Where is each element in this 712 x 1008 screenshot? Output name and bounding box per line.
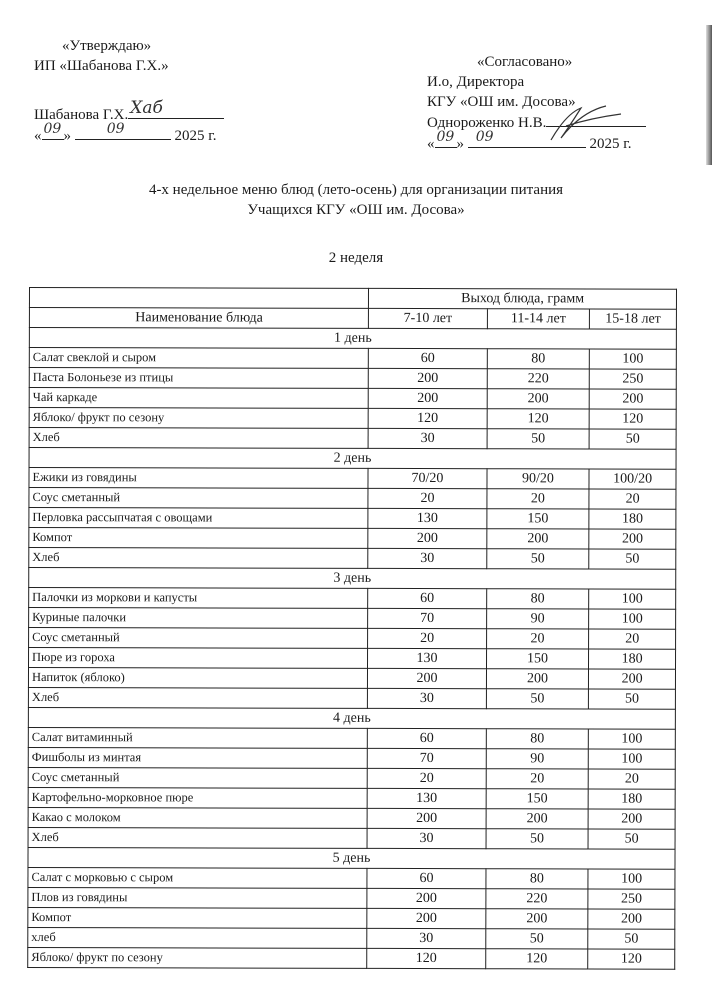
day-row [29, 568, 676, 590]
yield-7-10: 200 [367, 808, 485, 828]
yield-15-18: 250 [590, 369, 677, 389]
yield-7-10: 70 [368, 748, 486, 768]
yield-7-10: 200 [367, 908, 485, 928]
agreement-signature-line [546, 112, 646, 127]
yield-11-14: 80 [486, 589, 589, 609]
yield-7-10: 20 [367, 768, 485, 788]
dish-name: Салат с морковью с сыром [28, 867, 367, 888]
header-empty-cell [29, 288, 368, 309]
dish-name: Яблоко/ фрукт по сезону [29, 408, 368, 429]
yield-7-10: 70 [368, 608, 486, 628]
yield-7-10: 60 [368, 588, 486, 608]
yield-7-10: 70/20 [368, 468, 486, 488]
yield-11-14: 150 [486, 649, 589, 669]
yield-11-14: 200 [486, 909, 589, 929]
approval-block [34, 36, 334, 146]
dish-name: Куриные палочки [29, 608, 368, 629]
approval-month-field [75, 121, 171, 140]
dish-row [28, 907, 675, 929]
yield-7-10: 30 [368, 428, 486, 448]
day-row [29, 448, 676, 470]
approval-day: 09 [43, 121, 62, 137]
approval-org: ИП «Шабанова Г.Х.» [34, 58, 169, 74]
yield-7-10: 130 [368, 508, 486, 528]
yield-7-10: 30 [367, 928, 485, 948]
agreement-signer-line [427, 112, 697, 133]
yield-15-18: 50 [589, 429, 676, 449]
yield-11-14: 50 [486, 829, 589, 849]
dish-row [29, 348, 676, 370]
yield-11-14: 50 [485, 929, 588, 949]
approval-signer: Шабанова Г.Х. [34, 107, 129, 123]
dish-name: Соус сметанный [29, 488, 368, 509]
dish-name: Салат витаминный [28, 727, 367, 748]
header-row-columns [29, 308, 676, 330]
yield-15-18: 20 [589, 489, 676, 509]
dish-name: Хлеб [29, 548, 368, 569]
yield-15-18: 100 [590, 349, 677, 369]
day-label: 3 день [29, 568, 676, 590]
page-edge-shadow [706, 25, 712, 165]
dish-row [28, 827, 675, 849]
approval-signature-line [128, 98, 224, 119]
yield-7-10: 30 [368, 548, 486, 568]
menu-body [28, 328, 677, 970]
menu-table [27, 287, 677, 970]
dish-row [29, 408, 676, 430]
yield-7-10: 20 [368, 488, 486, 508]
yield-7-10: 130 [367, 788, 485, 808]
dish-name: Чай каркаде [29, 388, 368, 409]
dish-name: Ежики из говядины [29, 468, 368, 489]
dish-row [29, 368, 676, 390]
dish-name: Компот [29, 528, 368, 549]
dish-row [28, 767, 675, 789]
yield-7-10: 30 [367, 828, 485, 848]
yield-7-10: 130 [368, 648, 486, 668]
yield-11-14: 220 [487, 369, 590, 389]
yield-11-14: 50 [486, 549, 589, 569]
dish-row [29, 468, 676, 490]
yield-7-10: 120 [368, 408, 486, 428]
agreement-day: 09 [436, 129, 455, 145]
yield-15-18: 180 [589, 649, 676, 669]
yield-15-18: 20 [589, 629, 676, 649]
dish-name: Напиток (яблоко) [28, 668, 367, 689]
yield-7-10: 60 [368, 728, 486, 748]
yield-15-18: 200 [588, 909, 675, 929]
day-label: 4 день [28, 707, 675, 729]
header-dish-name: Наименование блюда [29, 308, 368, 329]
agreement-block [427, 52, 697, 154]
header-age-7-10: 7-10 лет [369, 308, 487, 328]
yield-7-10: 30 [368, 688, 486, 708]
yield-11-14: 90/20 [487, 469, 590, 489]
yield-11-14: 120 [487, 409, 590, 429]
agreement-heading: «Согласовано» [477, 54, 573, 70]
agreement-month-field [468, 129, 586, 148]
yield-7-10: 200 [368, 388, 486, 408]
week-label: 2 неделя [328, 250, 384, 266]
dish-row [29, 488, 676, 510]
dish-name: Соус сметанный [29, 628, 368, 649]
dish-row [28, 787, 675, 809]
yield-11-14: 200 [487, 389, 590, 409]
dish-row [28, 807, 675, 829]
yield-7-10: 120 [367, 948, 485, 968]
yield-15-18: 100 [589, 749, 676, 769]
dish-name: Какао с молоком [28, 807, 367, 828]
day-row [28, 847, 675, 869]
yield-15-18: 200 [589, 669, 676, 689]
yield-15-18: 20 [588, 769, 675, 789]
title-line-1: 4-х недельное меню блюд (лето-осень) для организации питания [148, 182, 564, 198]
yield-11-14: 20 [486, 629, 589, 649]
yield-15-18: 120 [589, 409, 676, 429]
yield-11-14: 150 [487, 509, 590, 529]
dish-name: Фишболы из минтая [28, 747, 367, 768]
yield-7-10: 20 [368, 628, 486, 648]
yield-15-18: 200 [589, 529, 676, 549]
header-age-15-18: 15-18 лет [590, 309, 677, 329]
agreement-date-open: « [427, 136, 435, 152]
yield-15-18: 200 [588, 809, 675, 829]
approval-date-close: » [63, 128, 71, 144]
yield-7-10: 200 [368, 668, 486, 688]
yield-7-10: 200 [368, 528, 486, 548]
header-yield-group: Выход блюда, грамм [369, 288, 677, 309]
yield-7-10: 200 [369, 368, 487, 388]
yield-7-10: 60 [367, 868, 485, 888]
dish-row [29, 428, 676, 450]
yield-11-14: 80 [486, 729, 589, 749]
approval-date-open: « [34, 128, 42, 144]
agreement-date [427, 129, 697, 154]
approval-year: 2025 г. [174, 128, 217, 144]
agreement-day-field [435, 129, 457, 148]
yield-15-18: 100 [589, 609, 676, 629]
dish-name: Плов из говядины [28, 887, 367, 908]
approval-heading: «Утверждаю» [62, 38, 152, 54]
dish-row [29, 388, 676, 410]
dish-row [28, 747, 675, 769]
day-label: 2 день [29, 448, 676, 470]
yield-11-14: 90 [486, 749, 589, 769]
approval-date [34, 121, 334, 146]
agreement-position: И.о, Директора [427, 74, 525, 90]
dish-name: Картофельно-морковное пюре [28, 787, 367, 808]
dish-row [28, 668, 675, 690]
dish-row [29, 508, 676, 530]
approval-day-field [42, 121, 64, 140]
yield-11-14: 150 [486, 789, 589, 809]
header-row-group [29, 288, 676, 310]
dish-name: Хлеб [28, 687, 367, 708]
dish-row [29, 608, 676, 630]
dish-row [28, 947, 675, 969]
day-row [29, 328, 676, 350]
dish-name: хлеб [28, 927, 367, 948]
dish-row [28, 867, 675, 889]
yield-11-14: 50 [486, 689, 589, 709]
dish-name: Салат свеклой и сыром [29, 348, 368, 369]
yield-11-14: 80 [487, 349, 590, 369]
yield-11-14: 200 [487, 529, 590, 549]
dish-name: Яблоко/ фрукт по сезону [28, 947, 367, 968]
yield-11-14: 20 [486, 769, 589, 789]
agreement-year: 2025 г. [589, 136, 632, 152]
yield-15-18: 100 [588, 869, 675, 889]
dish-row [28, 687, 675, 709]
yield-11-14: 50 [487, 429, 590, 449]
yield-11-14: 200 [486, 809, 589, 829]
document-title [0, 180, 712, 220]
agreement-date-close: » [456, 136, 464, 152]
yield-15-18: 50 [588, 929, 675, 949]
dish-row [29, 648, 676, 670]
yield-15-18: 50 [589, 549, 676, 569]
dish-name: Хлеб [28, 827, 367, 848]
dish-row [29, 548, 676, 570]
dish-name: Компот [28, 907, 367, 928]
yield-15-18: 100 [589, 729, 676, 749]
yield-15-18: 50 [588, 829, 675, 849]
yield-15-18: 120 [588, 949, 675, 969]
dish-row [29, 588, 676, 610]
dish-name: Соус сметанный [28, 767, 367, 788]
yield-15-18: 180 [588, 789, 675, 809]
yield-7-10: 200 [367, 888, 485, 908]
approval-month: 09 [106, 121, 125, 137]
dish-row [28, 927, 675, 949]
dish-name: Пюре из гороха [29, 648, 368, 669]
dish-row [29, 628, 676, 650]
yield-15-18: 200 [589, 389, 676, 409]
yield-11-14: 220 [486, 889, 589, 909]
yield-7-10: 60 [369, 348, 487, 368]
dish-row [29, 528, 676, 550]
yield-11-14: 20 [487, 489, 590, 509]
day-row [28, 707, 675, 729]
yield-15-18: 250 [588, 889, 675, 909]
dish-name: Палочки из моркови и капусты [29, 588, 368, 609]
header-age-11-14: 11-14 лет [487, 309, 590, 329]
dish-name: Перловка рассыпчатая с овощами [29, 508, 368, 529]
agreement-month: 09 [475, 129, 494, 145]
day-label: 5 день [28, 847, 675, 869]
day-label: 1 день [29, 328, 676, 350]
yield-11-14: 80 [486, 869, 589, 889]
title-line-2: Учащихся КГУ «ОШ им. Досова» [247, 202, 465, 218]
yield-15-18: 180 [589, 509, 676, 529]
yield-11-14: 200 [486, 669, 589, 689]
yield-15-18: 50 [589, 689, 676, 709]
yield-11-14: 120 [485, 949, 588, 969]
dish-name: Паста Болоньезе из птицы [29, 368, 368, 389]
yield-15-18: 100/20 [589, 469, 676, 489]
dish-row [28, 887, 675, 909]
dish-row [28, 727, 675, 749]
agreement-signer: Однороженко Н.В. [427, 115, 547, 131]
approval-signature: Хаб [130, 98, 163, 118]
approval-signer-line [34, 98, 334, 125]
yield-15-18: 100 [589, 589, 676, 609]
agreement-org: КГУ «ОШ им. Досова» [427, 94, 576, 110]
dish-name: Хлеб [29, 428, 368, 449]
yield-11-14: 90 [486, 609, 589, 629]
